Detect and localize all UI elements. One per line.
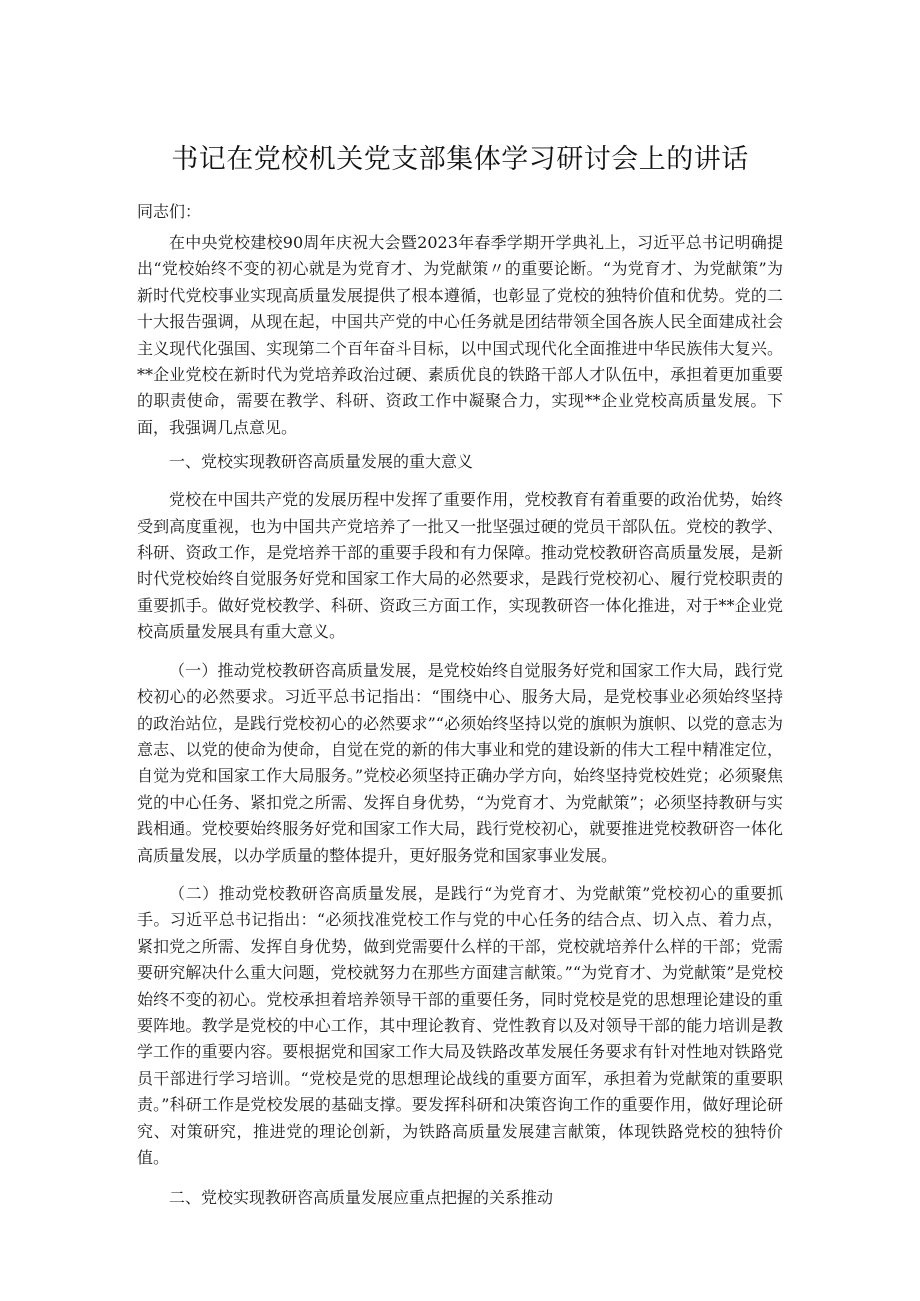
- section-1-paragraph: 党校在中国共产党的发展历程中发挥了重要作用，党校教育有着重要的政治优势，始终受到高度重视，也为中国共产党培养了一批又一批坚强过硬的党员干部队伍。党校的教学、科研、资政工作，是党培养干部的重要手段和有力保障。推动党校教研咨高质量发展，是新时代党校始终自觉服务好党和国家工作大局的必然要求，是践行党校初心、履行党校职责的重要抓手。做好党校教学、科研、资政三方面工作，实现教研咨一体化推进，对于**企业党校高质量发展具有重大意义。: [137, 490, 783, 642]
- point-1-paragraph: （一）推动党校教研咨高质量发展，是党校始终自觉服务好党和国家工作大局，践行党校初心的必然要求。习近平总书记指出：“围绕中心、服务大局，是党校事业必须始终坚持的政治站位，是践行党校初心的必然要求”“必须始终坚持以党的旗帜为旗帜、以党的意志为意志、以党的使命为使命，自觉在党的新的伟大事业和党的建设新的伟大工程中精准定位，自觉为党和国家工作大局服务。”党校必须坚持正确办学方向，始终坚持党校姓党；必须聚焦党的中心任务、紧扣党之所需、发挥自身优势，“为党育才、为党献策”；必须坚持教研与实践相通。党校要始终服务好党和国家工作大局，践行党校初心，就要推进党校教研咨一体化高质量发展，以办学质量的整体提升，更好服务党和国家事业发展。: [137, 660, 783, 865]
- document-title: 书记在党校机关党支部集体学习研讨会上的讲话: [171, 144, 749, 175]
- intro-paragraph: 在中央党校建校90周年庆祝大会暨2023年春季学期开学典礼上，习近平总书记明确提出“党校始终不变的初心就是为党育才、为党献策〃的重要论断。“为党育才、为党献策”为新时代党校事业实现高质量发展提供了根本遵循，也彰显了党校的独特价值和优势。党的二十大报告强调，从现在起，中国共产党的中心任务就是团结带领全国各族人民全面建成社会主义现代化强国、实现第二个百年奋斗目标，以中国式现代化全面推进中华民族伟大复兴。**企业党校在新时代为党培养政治过硬、素质优良的铁路干部人才队伍中，承担着更加重要的职责使命，需要在教学、科研、资政工作中凝聚合力，实现**企业党校高质量发展。下面，我强调几点意见。: [137, 233, 783, 437]
- section-1-heading: 一、党校实现教研咨高质量发展的重大意义: [169, 452, 474, 472]
- document-body: [137, 138, 783, 1223]
- salutation: 同志们：: [137, 202, 202, 221]
- point-2-paragraph: （二）推动党校教研咨高质量发展，是践行“为党育才、为党献策”党校初心的重要抓手。习近平总书记指出：“必须找准党校工作与党的中心任务的结合点、切入点、着力点，紧扣党之所需、发挥自身优势，做到党需要什么样的干部，党校就培养什么样的干部；党需要研究解决什么重大问题，党校就努力在那些方面建言献策。”“为党育才、为党献策”是党校始终不变的初心。党校承担着培养领导干部的重要任务，同时党校是党的思想理论建设的重要阵地。教学是党校的中心工作，其中理论教育、党性教育以及对领导干部的能力培训是教学工作的重要内容。要根据党和国家工作大局及铁路改革发展任务要求有针对性地对铁路党员干部进行学习培训。“党校是党的思想理论战线的重要方面军，承担着为党献策的重要职责。”科研工作是党校发展的基础支撑。要发挥科研和决策咨询工作的重要作用，做好理论研究、对策研究，推进党的理论创新，为铁路高质量发展建言献策，体现铁路党校的独特价值。: [137, 883, 783, 1167]
- section-2-heading: 二、党校实现教研咨高质量发展应重点把握的关系推动: [169, 1188, 554, 1208]
